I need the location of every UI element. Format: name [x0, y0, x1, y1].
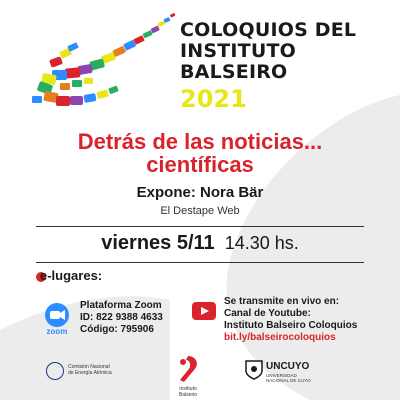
- zoom-platform: Plataforma Zoom: [80, 300, 162, 311]
- ib-line-1: Instituto: [179, 386, 197, 392]
- youtube-link[interactable]: bit.ly/balseirocoloquios: [224, 332, 336, 343]
- uncuyo-line-2: NACIONAL DE CUYO: [266, 378, 311, 383]
- uncuyo-line-1: UNIVERSIDAD: [266, 373, 297, 378]
- event-series-title: [180, 20, 390, 113]
- speaker-outlet: El Destape Web: [160, 205, 240, 217]
- uncuyo-subtitle: [266, 373, 326, 383]
- event-date-time: [0, 232, 400, 255]
- cnea-emblem-icon: [46, 362, 64, 380]
- youtube-icon[interactable]: [192, 302, 216, 320]
- uncuyo-shield-icon: [245, 360, 263, 380]
- uncuyo-name: UNCUYO: [266, 361, 310, 372]
- colorful-speech-bubbles-logo: [30, 8, 205, 118]
- ib-name: [168, 386, 208, 398]
- cnea-line-2: de Energía Atómica: [68, 370, 112, 376]
- instituto-balseiro-logo-icon: [174, 354, 202, 384]
- speaker: Expone: Nora Bär: [136, 184, 264, 201]
- talk-title-line-2: científicas: [146, 152, 254, 177]
- ib-line-2: Balseiro: [178, 392, 198, 398]
- cnea-name: [68, 364, 128, 376]
- youtube-line-3: Instituto Balseiro Coloquios: [224, 320, 358, 331]
- title-year: 2021: [180, 85, 247, 113]
- youtube-line-2: Canal de Youtube:: [224, 308, 311, 319]
- zoom-icon[interactable]: [44, 302, 70, 328]
- youtube-details: [224, 296, 357, 344]
- zoom-id: ID: 822 9388 4633: [80, 312, 163, 323]
- talk-title-line-1: Detrás de las noticias...: [77, 129, 323, 154]
- zoom-brand: zoom: [46, 327, 68, 336]
- cnea-line-1: Comisión Nacional: [68, 364, 110, 370]
- event-day: viernes 5/11: [101, 232, 215, 254]
- title-line-1: COLOQUIOS DEL: [180, 19, 357, 41]
- title-line-2: INSTITUTO BALSEIRO: [180, 40, 296, 83]
- e-lugares-label: e-lugares:: [40, 268, 103, 283]
- zoom-details: [80, 300, 163, 336]
- event-time: 14.30 hs.: [224, 233, 299, 253]
- divider-top: [36, 226, 364, 227]
- youtube-line-1: Se transmite en vivo en:: [224, 296, 340, 307]
- divider-bottom: [36, 262, 364, 263]
- talk-title: [0, 130, 400, 176]
- zoom-code: Código: 795906: [80, 324, 154, 335]
